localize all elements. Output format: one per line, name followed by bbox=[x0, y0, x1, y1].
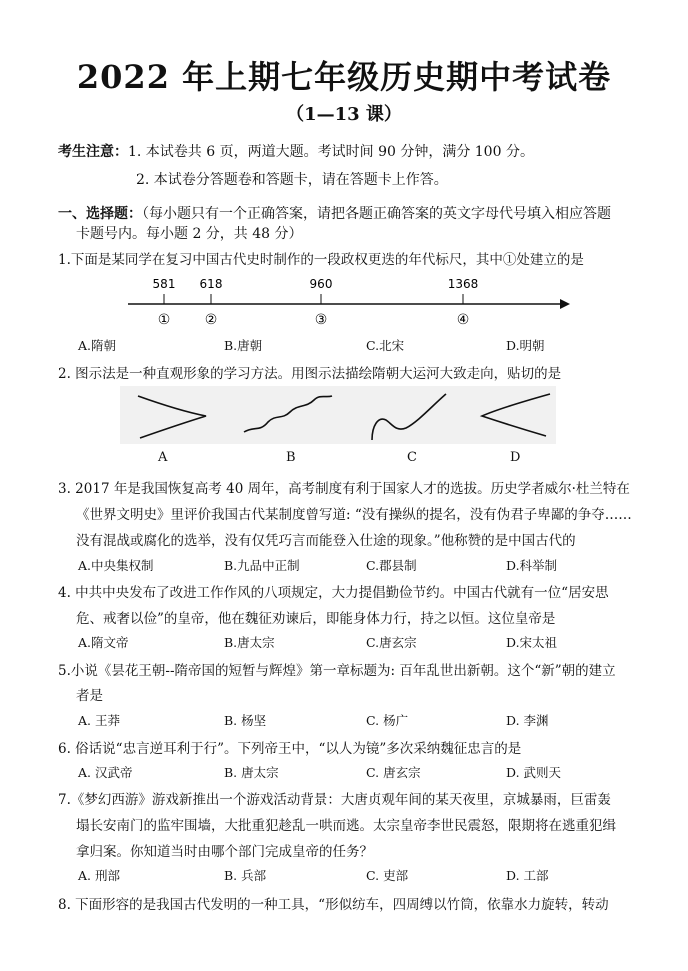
timeline-point-2 bbox=[200, 277, 223, 328]
q2-stem: 2. 图示法是一种直观形象的学习方法。用图示法描绘隋朝大运河大致走向，贴切的是 bbox=[58, 366, 562, 382]
page-subtitle: （1—13 课） bbox=[286, 104, 402, 125]
q3-option-c: C.郡县制 bbox=[366, 558, 417, 573]
q6-line-1: 6. 俗话说“忠言逆耳利于行”。下列帝王中，“以人为镜”多次采纳魏征忠言的是 bbox=[58, 741, 522, 757]
section-heading bbox=[58, 203, 611, 223]
timeline-point-1 bbox=[153, 277, 176, 328]
q1-option-d: D.明朝 bbox=[506, 338, 545, 353]
q7-line-3: 拿归案。你知道当时由哪个部门完成皇帝的任务？ bbox=[76, 844, 373, 860]
q3-option-d: D.科举制 bbox=[506, 558, 558, 573]
q4-option-c: C.唐玄宗 bbox=[366, 635, 417, 650]
q6-option-a: A. 汉武帝 bbox=[78, 765, 133, 780]
section-desc-1: （每小题只有一个正确答案，请把各题正确答案的英文字母代号填入相应答题 bbox=[142, 206, 611, 222]
q7-option-b: B. 兵部 bbox=[224, 868, 267, 883]
q2-label-a: A bbox=[158, 450, 168, 465]
section-title: 一、选择题： bbox=[58, 206, 142, 222]
timeline-point-3 bbox=[310, 277, 333, 328]
svg-text:③: ③ bbox=[314, 312, 328, 328]
q5-option-b: B. 杨坚 bbox=[224, 713, 267, 728]
svg-text:618: 618 bbox=[199, 277, 223, 291]
q3-line-1: 3. 2017 年是我国恢复高考 40 周年，高考制度有利于国家人才的选拔。历史学者威尔·杜兰特在 bbox=[58, 481, 630, 497]
q7-option-d: D. 工部 bbox=[506, 868, 549, 883]
q2-label-c: C bbox=[407, 450, 417, 465]
q3-option-b: B.九品中正制 bbox=[224, 558, 300, 573]
q3-line-3: 没有混战或腐化的选举，没有仅凭巧言而能登入仕途的现象。”他称赞的是中国古代的 bbox=[76, 533, 576, 549]
q1-option-b: B.唐朝 bbox=[224, 338, 263, 353]
q5-option-a: A. 王莽 bbox=[78, 713, 120, 728]
q2-label-d: D bbox=[510, 450, 521, 465]
page-title: 2022 年上期七年级历史期中考试卷 bbox=[76, 58, 612, 96]
timeline-arrow bbox=[560, 299, 570, 309]
q7-option-c: C. 吏部 bbox=[366, 868, 409, 883]
notice-label: 考生注意： bbox=[58, 144, 128, 160]
q1-option-a: A.隋朝 bbox=[78, 338, 117, 353]
q7-option-a: A. 刑部 bbox=[78, 868, 120, 883]
svg-text:960: 960 bbox=[309, 277, 333, 291]
timeline-point-4 bbox=[448, 277, 479, 328]
q5-line-1: 5.小说《昙花王朝--隋帝国的短暂与辉煌》第一章标题为: 百年乱世出新朝。这个“新”朝的建立 bbox=[58, 663, 616, 679]
svg-text:581: 581 bbox=[152, 277, 176, 291]
svg-text:②: ② bbox=[204, 312, 218, 328]
svg-text:1368: 1368 bbox=[447, 277, 479, 291]
q2-figure-bg bbox=[120, 386, 556, 444]
notice-line-1 bbox=[58, 141, 534, 161]
q6-option-b: B. 唐太宗 bbox=[224, 765, 279, 780]
q1-option-c: C.北宋 bbox=[366, 338, 405, 353]
q2-figure bbox=[120, 386, 556, 444]
q4-option-d: D.宋太祖 bbox=[506, 635, 558, 650]
svg-text:①: ① bbox=[157, 312, 171, 328]
q3-line-2: 《世界文明史》里评价我国古代某制度曾写道: “没有操纵的提名，没有伪君子卑鄙的争夺…… bbox=[76, 507, 632, 523]
q2-label-b: B bbox=[286, 450, 296, 465]
q6-option-c: C. 唐玄宗 bbox=[366, 765, 421, 780]
q5-line-2: 者是 bbox=[76, 688, 103, 704]
svg-text:④: ④ bbox=[456, 312, 470, 328]
q5-option-c: C. 杨广 bbox=[366, 713, 409, 728]
notice-line-2: 2. 本试卷分答题卷和答题卡，请在答题卡上作答。 bbox=[136, 172, 448, 188]
q8-line-1: 8. 下面形容的是我国古代发明的一种工具，“形似纺车，四周缚以竹筒，依靠水力旋转，转动 bbox=[58, 897, 609, 913]
q4-option-a: A.隋文帝 bbox=[78, 635, 129, 650]
q5-option-d: D. 李渊 bbox=[506, 713, 549, 728]
q1-stem: 1.下面是某同学在复习中国古代史时制作的一段政权更迭的年代标尺，其中①处建立的是 bbox=[58, 252, 584, 268]
q4-line-2: 危、戒奢以俭”的皇帝，他在魏征劝谏后，即能身体力行，持之以恒。这位皇帝是 bbox=[76, 611, 556, 627]
q4-option-b: B.唐太宗 bbox=[224, 635, 275, 650]
q3-option-a: A.中央集权制 bbox=[78, 558, 154, 573]
q7-line-2: 塌长安南门的监牢围墙，大批重犯趁乱一哄而逃。太宗皇帝李世民震怒，限期将在逃重犯缉 bbox=[76, 818, 616, 834]
q4-line-1: 4. 中共中央发布了改进工作作风的八项规定，大力提倡勤俭节约。中国古代就有一位“居安思 bbox=[58, 585, 609, 601]
q7-line-1: 7.《梦幻西游》游戏新推出一个游戏活动背景：大唐贞观年间的某天夜里，京城暴雨，巨雷轰 bbox=[58, 792, 611, 808]
notice-text-1: 1. 本试卷共 6 页，两道大题。考试时间 90 分钟，满分 100 分。 bbox=[128, 144, 534, 160]
section-desc-2: 卡题号内。每小题 2 分，共 48 分） bbox=[76, 226, 303, 242]
q1-timeline bbox=[122, 270, 572, 332]
q6-option-d: D. 武则天 bbox=[506, 765, 562, 780]
